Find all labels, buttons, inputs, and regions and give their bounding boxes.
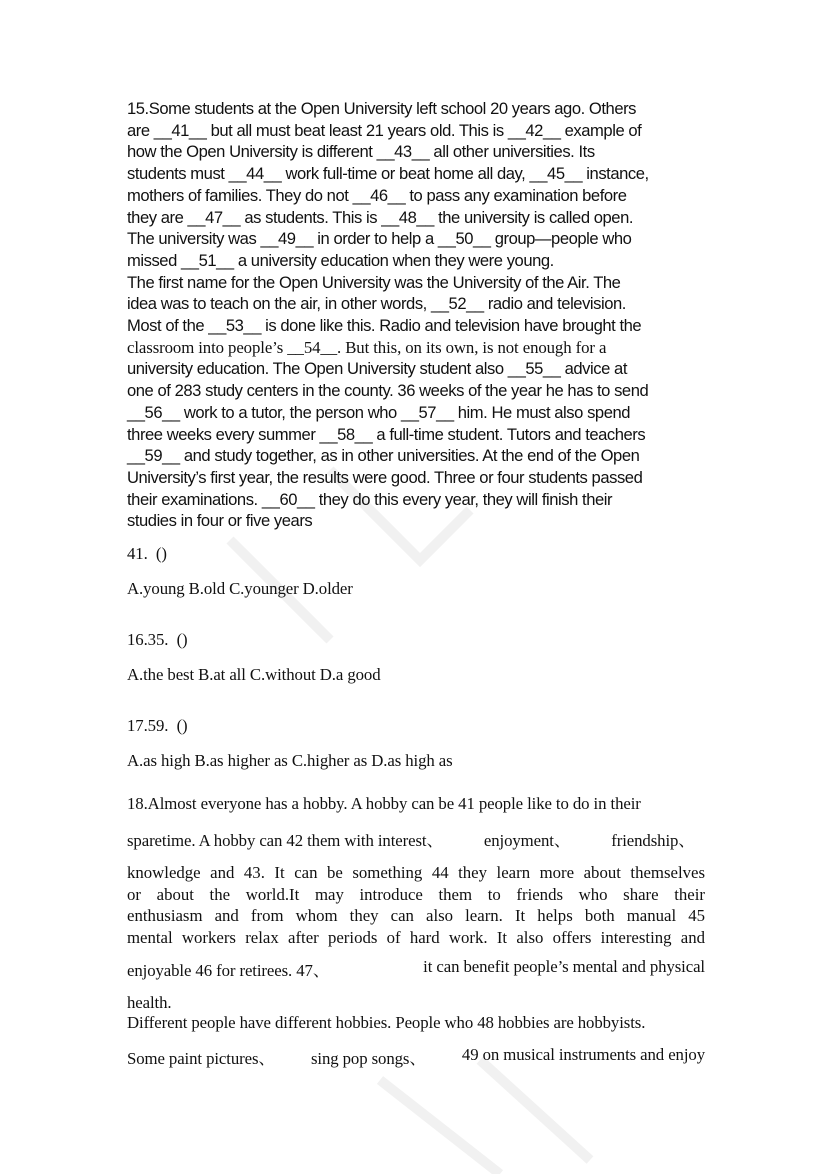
line-segment: enjoyable 46 for retirees. 47、 <box>127 961 330 980</box>
passage-line: university education. The Open University student also __55__ advice at <box>127 359 627 379</box>
passage-2-line <box>127 957 705 981</box>
passage-line: Most of the __53__ is done like this. Radio and television have brought the <box>127 316 642 336</box>
line-segment: friendship、 <box>611 831 695 850</box>
passage-2-line: mental workers relax after periods of hard work. It also offers interesting and <box>127 928 705 948</box>
question-number: 41. <box>127 544 148 563</box>
passage-line: one of 283 study centers in the county. 36 weeks of the year he has to send <box>127 381 649 401</box>
line-segment: sing pop songs、 <box>310 1049 427 1068</box>
passage-line: __59__ and study together, as in other universities. At the end of the Open <box>127 446 640 466</box>
passage-line: missed __51__ a university education when they were young. <box>127 250 554 270</box>
passage-line: The first name for the Open University was the University of the Air. The <box>127 272 621 292</box>
passage-line: studies in four or five years <box>127 511 313 531</box>
question-options-41: A.young B.old C.younger D.older <box>127 579 353 598</box>
line-segment: enjoyment、 <box>483 831 571 850</box>
passage-line: three weeks every summer __58__ a full-time student. Tutors and teachers <box>127 424 646 444</box>
passage-2-line: Different people have different hobbies. People who 48 hobbies are hobbyists. <box>127 1013 646 1032</box>
line-segment: 49 on musical instruments and enjoy <box>461 1045 705 1064</box>
question-options-17-59: A.as high B.as higher as C.higher as D.as high as <box>127 751 453 770</box>
passage-2-line: health. <box>127 993 172 1012</box>
passage-line: are __41__ but all must beat least 21 years old. This is __42__ example of <box>127 120 642 140</box>
question-options-16-35: A.the best B.at all C.without D.a good <box>127 665 381 684</box>
passage-2-line: enthusiasm and from whom they can also learn. It helps both manual 45 <box>127 906 705 926</box>
line-segment: sparetime. A hobby can 42 them with interest、 <box>127 831 444 850</box>
passage-line: classroom into people’s __54__. But this, on its own, is not enough for a <box>127 337 607 357</box>
passage-line: __56__ work to a tutor, the person who __57__ him. He must also spend <box>127 402 631 422</box>
passage-2-line: 18.Almost everyone has a hobby. A hobby can be 41 people like to do in their <box>127 794 641 813</box>
passage-2-line: knowledge and 43. It can be something 44 they learn more about themselves <box>127 863 705 882</box>
passage-2-line <box>127 1045 705 1069</box>
answer-blank: () <box>155 544 167 563</box>
question-number-16-35 <box>127 630 188 650</box>
question-number: 17.59. <box>127 716 169 735</box>
passage-line: they are __47__ as students. This is __48__ the university is called open. <box>127 207 634 227</box>
passage-2-line: or about the world.It may introduce them to friends who share their <box>127 884 705 904</box>
line-segment: Some paint pictures、 <box>127 1049 276 1068</box>
passage-1 <box>127 98 717 532</box>
passage-2-line <box>127 827 695 851</box>
passage-line: their examinations. __60__ they do this every year, they will finish their <box>127 489 613 509</box>
passage-line: The university was __49__ in order to help a __50__ group—people who <box>127 229 632 249</box>
question-number-17-59 <box>127 716 188 736</box>
answer-blank: () <box>176 716 188 735</box>
passage-line: mothers of families. They do not __46__ to pass any examination before <box>127 185 627 205</box>
passage-line: 15.Some students at the Open University left school 20 years ago. Others <box>127 99 637 118</box>
line-segment: it can benefit people’s mental and physical <box>423 957 705 976</box>
passage-line: students must __44__ work full-time or beat home all day, __45__ instance, <box>127 164 649 184</box>
passage-line: University’s first year, the results were good. Three or four students passed <box>127 467 643 487</box>
question-number: 16.35. <box>127 630 169 649</box>
passage-line: how the Open University is different __43__ all other universities. Its <box>127 142 595 162</box>
answer-blank: () <box>176 630 188 649</box>
question-number-41 <box>127 544 167 564</box>
passage-2-paragraph <box>127 862 705 949</box>
passage-line: idea was to teach on the air, in other words, __52__ radio and television. <box>127 294 626 314</box>
